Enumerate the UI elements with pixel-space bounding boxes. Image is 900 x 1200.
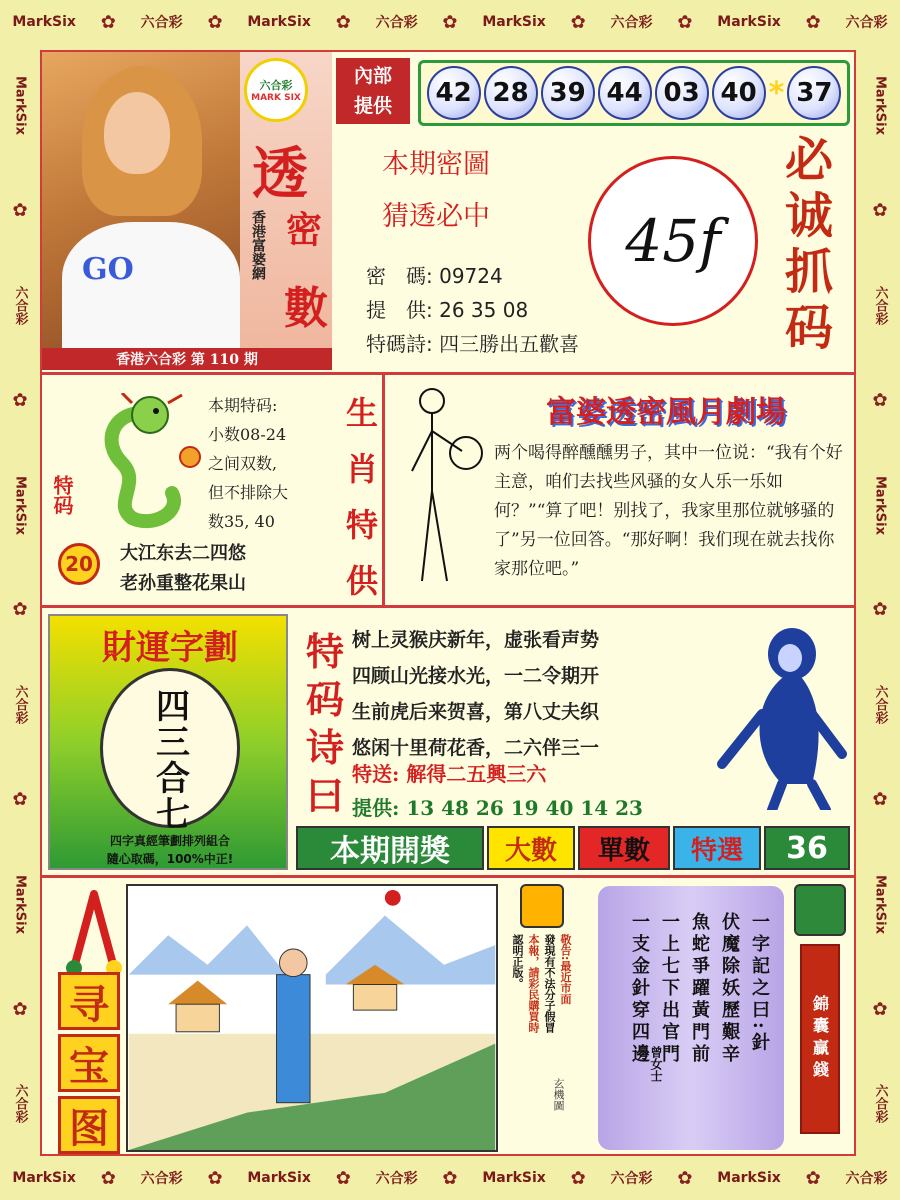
divider <box>382 375 385 605</box>
slogan-char: 诚 <box>784 188 833 244</box>
big-char-tou: 透 <box>252 141 308 207</box>
poem-line: 四顾山光接水光，一二令期开 <box>352 665 600 687</box>
frame-text: MarkSix <box>482 14 546 30</box>
fortune-title: 財運字劃 <box>102 628 238 668</box>
frame-text: 六合彩 <box>375 15 418 31</box>
frame-text: MarkSix <box>12 76 28 136</box>
insider-badge <box>336 58 410 124</box>
poem-label-char: 曰 <box>305 773 344 818</box>
tip-line: 小数08-24 <box>208 425 287 444</box>
fortune-char: 四 <box>156 687 190 727</box>
insider-line-1: 內部 <box>353 65 392 87</box>
flower-icon: ✿ <box>100 11 116 33</box>
scroll-columns <box>628 912 770 1066</box>
fortune-char: 七 <box>156 795 190 835</box>
key-icon <box>64 888 124 978</box>
draw-big: 大數 <box>487 826 575 870</box>
zodiac-title-char: 供 <box>345 562 378 600</box>
frame-text: 六合彩 <box>12 1084 28 1124</box>
frame-text: MarkSix <box>717 1170 781 1186</box>
poem-line <box>366 328 579 357</box>
issue-caption: 香港六合彩 第 110 期 <box>42 348 332 370</box>
draw-number: 36 <box>764 826 850 870</box>
right-frame-strip <box>860 44 900 1156</box>
frame-text: 六合彩 <box>610 1171 653 1187</box>
poem-label-char: 特 <box>305 629 344 674</box>
monkey-illustration <box>702 614 852 810</box>
logo-bottom-text: MARK SIX <box>251 93 301 103</box>
money-bag-icon <box>794 884 846 936</box>
fortune-section <box>42 605 854 872</box>
poem-line: 树上灵猴庆新年，虚张看声势 <box>352 629 600 651</box>
provide-line <box>366 294 528 323</box>
frame-text: MarkSix <box>247 14 311 30</box>
number-ball: 44 <box>598 66 652 120</box>
number-ball: 40 <box>712 66 766 120</box>
notice-line: 本報，請彩民購買時 <box>527 934 540 1033</box>
notice-icon <box>520 884 564 928</box>
poem-label: 特碼詩: <box>366 332 433 356</box>
fortune-box <box>48 614 288 870</box>
frame-text: MarkSix <box>12 874 28 934</box>
special-poem <box>352 622 702 766</box>
flower-icon: ✿ <box>442 11 458 33</box>
slogan-column <box>766 132 852 368</box>
flower-icon: ✿ <box>9 599 31 621</box>
flower-icon: ✿ <box>207 11 223 33</box>
scroll-author: 曾女士 <box>649 1046 663 1082</box>
big-char-mi: 密 <box>286 209 323 251</box>
frame-text: MarkSix <box>872 76 888 136</box>
marksix-logo <box>244 58 308 122</box>
tip-line: 本期特码: <box>208 396 278 415</box>
drama-title: 富婆透密風月劇場 <box>546 395 786 430</box>
treasure-char: 寻 <box>58 972 120 1030</box>
provide-label: 提 供: <box>366 298 433 322</box>
flower-icon: ✿ <box>570 1167 586 1189</box>
promo-column <box>240 52 332 348</box>
tip-line: 之间双数, <box>208 454 278 473</box>
poem-label-char: 码 <box>305 677 344 722</box>
flower-icon: ✿ <box>335 11 351 33</box>
drama-text: 两个喝得醉醺醺男子，其中一位说：“我有个好主意，咱们去找些风骚的女人乐一乐如何？”“算了吧！别找了，我家里那位就够骚的了”另一位回答。“那好啊！我们现在就去找你家那位吧。” <box>494 443 843 579</box>
flower-icon: ✿ <box>570 11 586 33</box>
flower-icon: ✿ <box>869 200 891 222</box>
zodiac-tip <box>208 391 338 536</box>
draw-title: 本期開獎 <box>296 826 484 870</box>
bottom-frame-strip <box>0 1156 900 1200</box>
frame-text: 六合彩 <box>872 1084 888 1124</box>
insider-line-2: 提供 <box>353 95 392 117</box>
woman-illustration <box>392 381 492 599</box>
flower-icon: ✿ <box>869 599 891 621</box>
notice-text <box>510 934 572 1033</box>
special-provide: 提供: 13 48 26 19 40 14 23 <box>352 796 643 820</box>
flower-icon: ✿ <box>207 1167 223 1189</box>
scroll-line: 一字記之曰:針 <box>749 912 770 1055</box>
zodiac-title-column <box>342 385 382 609</box>
zodiac-section <box>42 372 854 602</box>
frame-text: MarkSix <box>872 475 888 535</box>
scroll-line: 魚蛇爭躍黃門前 <box>689 912 710 1066</box>
star-icon: * <box>768 75 785 111</box>
poem-label-char: 诗 <box>305 725 344 770</box>
draw-odd: 單數 <box>578 826 670 870</box>
code-label: 密 碼: <box>366 264 433 288</box>
number-ball: 03 <box>655 66 709 120</box>
fortune-char: 合 <box>156 759 190 799</box>
big-char-shu: 數 <box>284 283 328 334</box>
money-column <box>790 884 850 1152</box>
poem-value: 四三勝出五歡喜 <box>439 332 580 356</box>
fortune-foot-line: 隨心取碼，100%中正! <box>106 852 234 866</box>
flower-icon: ✿ <box>869 789 891 811</box>
top-frame-strip <box>0 0 900 44</box>
secret-chart-box <box>338 132 762 366</box>
zodiac-number: 20 <box>58 543 100 585</box>
left-frame-strip <box>0 44 40 1156</box>
handwritten-circle: 45f <box>588 156 758 326</box>
notice-line: 認明正版。 <box>511 934 524 989</box>
main-panel <box>40 50 856 1156</box>
fortune-foot <box>50 832 290 868</box>
frame-text: 六合彩 <box>140 15 183 31</box>
special-send: 特送: 解得二五興三六 <box>352 762 547 786</box>
notice-line: 發現有不法分子假冒 <box>543 934 556 1033</box>
slogan-char: 必 <box>784 132 833 188</box>
frame-text: MarkSix <box>482 1170 546 1186</box>
fortune-char: 三 <box>156 723 190 763</box>
model-photo: GO <box>42 52 240 348</box>
fortune-oval <box>100 668 240 835</box>
money-banner-text: 錦囊贏錢 <box>810 995 830 1083</box>
provide-value: 26 35 08 <box>439 298 529 322</box>
mystic-label: 玄機圖 <box>552 1078 565 1111</box>
scroll-poem <box>598 886 784 1150</box>
flower-icon: ✿ <box>869 389 891 411</box>
code-value: 09724 <box>439 264 503 288</box>
fortune-foot-line: 四字真經筆劃排列組合 <box>109 834 230 848</box>
frame-text: 六合彩 <box>12 685 28 725</box>
flower-icon: ✿ <box>335 1167 351 1189</box>
treasure-scene <box>126 884 498 1152</box>
zodiac-verse-1: 大江东去二四悠 <box>120 543 246 564</box>
scroll-line: 一支金針穿四邊 <box>629 912 650 1066</box>
secret-chart-title: 本期密圖 <box>382 149 490 180</box>
flower-icon: ✿ <box>805 1167 821 1189</box>
special-number-ball: 37 <box>787 66 841 120</box>
frame-text: MarkSix <box>247 1170 311 1186</box>
logo-top-text: 六合彩 <box>259 79 293 92</box>
flower-icon: ✿ <box>677 11 693 33</box>
scroll-line: 伏魔除妖歷艱辛 <box>719 912 740 1066</box>
scroll-line: 一上七下出官門 <box>659 912 680 1066</box>
secret-chart-subtitle: 猜透必中 <box>382 201 490 232</box>
zodiac-title-char: 生 <box>345 394 378 432</box>
flower-icon: ✿ <box>9 789 31 811</box>
treasure-title <box>58 972 128 1158</box>
flower-icon: ✿ <box>677 1167 693 1189</box>
draw-bar <box>296 826 852 870</box>
notice-line: 敬告:最近市面 <box>559 934 572 1005</box>
flower-icon: ✿ <box>100 1167 116 1189</box>
flower-icon: ✿ <box>869 998 891 1020</box>
header-section <box>42 52 854 370</box>
winning-numbers <box>418 60 850 126</box>
special-poem-label <box>300 628 350 820</box>
slogan-char: 码 <box>784 300 833 356</box>
frame-text: 六合彩 <box>872 286 888 326</box>
frame-text: 六合彩 <box>872 685 888 725</box>
code-line <box>366 260 503 289</box>
treasure-section <box>42 875 854 1155</box>
frame-text: 六合彩 <box>845 1171 888 1187</box>
flower-icon: ✿ <box>9 389 31 411</box>
vertical-brand: 香港富婆網 <box>250 210 266 280</box>
poem-line: 悠闲十里荷花香，二六伴三一 <box>352 737 600 759</box>
frame-text: MarkSix <box>12 14 76 30</box>
frame-text: 六合彩 <box>375 1171 418 1187</box>
flower-icon: ✿ <box>805 11 821 33</box>
frame-text: 六合彩 <box>845 15 888 31</box>
zodiac-verse-2: 老孙重整花果山 <box>120 573 246 594</box>
frame-text: 六合彩 <box>610 15 653 31</box>
draw-select: 特選 <box>673 826 761 870</box>
tip-line: 但不排除大 <box>208 483 289 502</box>
frame-text: 六合彩 <box>12 286 28 326</box>
slogan-char: 抓 <box>784 244 833 300</box>
treasure-char: 图 <box>58 1096 120 1154</box>
frame-text: MarkSix <box>12 475 28 535</box>
number-ball: 42 <box>427 66 481 120</box>
dragon-illustration <box>72 393 212 529</box>
frame-text: 六合彩 <box>140 1171 183 1187</box>
frame-text: MarkSix <box>872 874 888 934</box>
zodiac-title-char: 肖 <box>345 450 378 488</box>
treasure-char: 宝 <box>58 1034 120 1092</box>
flower-icon: ✿ <box>442 1167 458 1189</box>
number-ball: 28 <box>484 66 538 120</box>
frame-text: MarkSix <box>717 14 781 30</box>
special-label: 特码 <box>50 475 74 515</box>
tip-line: 数35, 40 <box>208 512 275 531</box>
flower-icon: ✿ <box>9 200 31 222</box>
frame-text: MarkSix <box>12 1170 76 1186</box>
number-ball: 39 <box>541 66 595 120</box>
poem-line: 生前虎后来贺喜，第八丈夫织 <box>352 701 600 723</box>
flower-icon: ✿ <box>9 998 31 1020</box>
zodiac-title-char: 特 <box>345 506 378 544</box>
money-banner <box>800 944 840 1134</box>
